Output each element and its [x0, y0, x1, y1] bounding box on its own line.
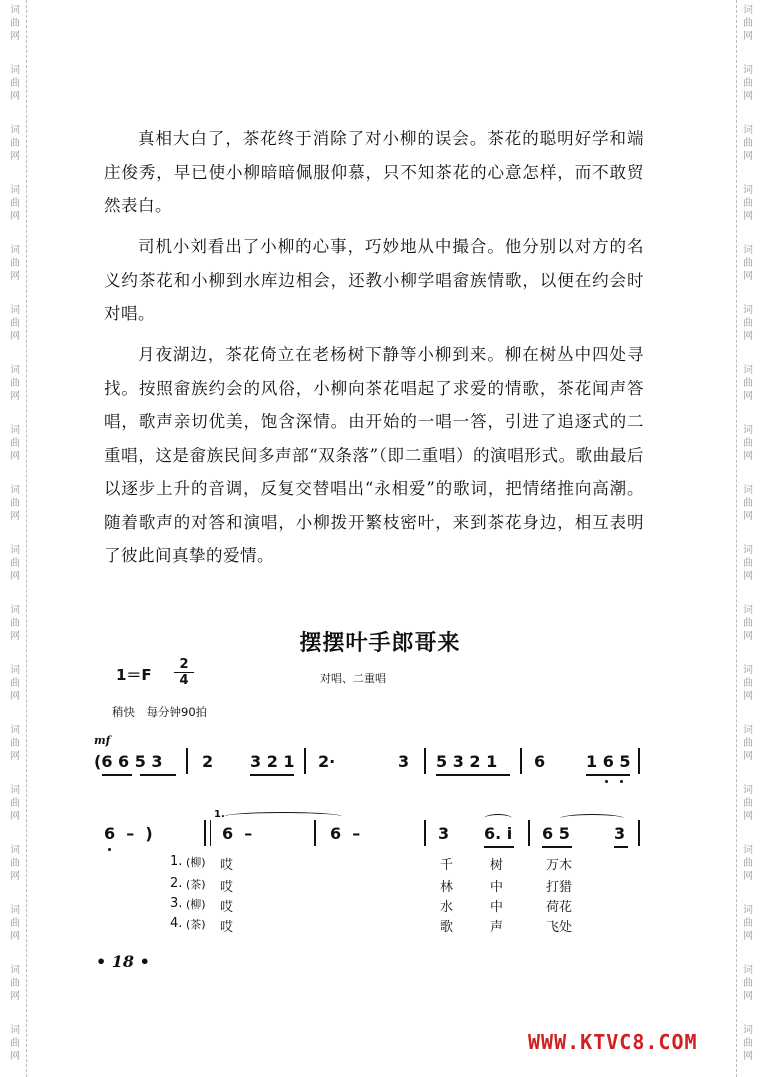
paragraph-3-text: 月夜湖边，茶花倚立在老杨树下静等小柳到来。柳在树丛中四处寻找。按照畲族约会的风俗，小柳向茶花唱起了求爱的情歌，茶花闻声答唱，歌声亲切优美，饱含深情。由开始的一唱一答，引进了追逐式的二重唱，这是畲族民间多声部“双条落”（即二重唱）的演唱形式。歌曲最后以逐步上升的音调，反复交替唱出“永相爱”的歌词，把情绪推向高潮。随着歌声的对答和演唱，小柳拨开繁枝密叶，来到茶花身边，相互表明了彼此间真挚的爱情。	[104, 345, 644, 565]
paragraph-1-text: 真相大白了，茶花终于消除了对小柳的误会。茶花的聪明好学和端庄俊秀，早已使小柳暗暗佩服仰慕，只不知茶花的心意怎样，而不敢贸然表白。	[104, 129, 644, 215]
margin-watermark: 词 曲 网	[10, 545, 20, 582]
margin-watermark: 词 曲 网	[10, 65, 20, 102]
r2-measure-3: 6 –	[330, 824, 361, 843]
r1-measure-3b: 3	[398, 752, 410, 771]
lyric-role: (茶)	[186, 878, 206, 891]
lyric-word: 飞处	[546, 920, 573, 935]
margin-watermark: 词 曲 网	[743, 1025, 753, 1062]
beam-line	[614, 846, 628, 848]
margin-watermark: 词 曲 网	[743, 245, 753, 282]
r1-measure-3a: 2·	[318, 752, 336, 771]
barline	[304, 748, 306, 774]
r1-measure-2b: 3 2 1	[250, 752, 295, 771]
r2-measure-4b: 6. i	[484, 824, 513, 843]
key-signature: 1＝F	[116, 666, 152, 684]
r1-measure-5a: 6	[534, 752, 546, 771]
r2-measure-5a: 6 5	[542, 824, 570, 843]
lyric-word: 打猎	[546, 880, 573, 895]
beam-line	[250, 774, 294, 776]
margin-watermark: 词 曲 网	[743, 425, 753, 462]
margin-watermark: 词 曲 网	[743, 485, 753, 522]
performance-style: 对唱、二重唱	[320, 672, 386, 685]
margin-watermark: 词 曲 网	[743, 965, 753, 1002]
barline	[424, 820, 426, 846]
r2-measure-2: 6 –	[222, 824, 253, 843]
lyric-word: 林	[440, 880, 454, 895]
barline	[186, 748, 188, 774]
dynamic-marking: mf	[94, 734, 111, 747]
margin-watermark: 词 曲 网	[10, 1025, 20, 1062]
margin-watermark: 词 曲 网	[10, 305, 20, 342]
margin-watermark: 词 曲 网	[743, 725, 753, 762]
octave-dot	[620, 780, 623, 783]
margin-watermark: 词 曲 网	[743, 665, 753, 702]
lyric-syllable: 哎	[220, 920, 234, 935]
volta-marker: 1.	[214, 809, 225, 820]
margin-watermark: 词 曲 网	[10, 425, 20, 462]
meter-bottom: 4	[179, 673, 189, 688]
beam-line	[140, 774, 176, 776]
barline	[424, 748, 426, 774]
beam-line	[102, 774, 132, 776]
margin-watermark: 词 曲 网	[10, 665, 20, 702]
lyric-word: 荷花	[546, 900, 573, 915]
margin-watermark: 词 曲 网	[10, 185, 20, 222]
lyric-num: 3.	[170, 896, 183, 911]
lyric-num: 1.	[170, 854, 183, 869]
barline	[520, 748, 522, 774]
lyric-word: 树	[490, 858, 504, 873]
r2-measure-4a: 3	[438, 824, 450, 843]
song-title: 摆摆叶手郎哥来	[299, 631, 461, 656]
tempo-marking: 稍快 每分钟90拍	[112, 705, 208, 719]
barline	[314, 820, 316, 846]
margin-watermark: 词 曲 网	[10, 725, 20, 762]
margin-watermark: 词 曲 网	[743, 605, 753, 642]
margin-watermark: 词 曲 网	[743, 845, 753, 882]
barline	[638, 820, 640, 846]
beam-line	[586, 774, 630, 776]
paragraph-3	[104, 338, 644, 573]
lyric-word: 歌	[440, 920, 454, 935]
r1-measure-2a: 2	[202, 752, 214, 771]
margin-watermark: 词 曲 网	[743, 545, 753, 582]
lyric-word: 中	[490, 900, 504, 915]
paragraph-2	[104, 230, 644, 331]
octave-dot	[108, 848, 111, 851]
lyric-word: 千	[440, 858, 454, 873]
margin-watermark: 词 曲 网	[743, 5, 753, 42]
margin-watermark: 词 曲 网	[10, 785, 20, 822]
page-number: • 18 •	[96, 952, 150, 971]
margin-watermark: 词 曲 网	[743, 125, 753, 162]
r2-measure-1: 6 – )	[104, 824, 153, 843]
margin-watermark: 词 曲 网	[743, 785, 753, 822]
slur	[484, 814, 512, 823]
margin-watermark: 词 曲 网	[10, 245, 20, 282]
margin-watermark: 词 曲 网	[10, 5, 20, 42]
margin-watermark: 词 曲 网	[10, 905, 20, 942]
margin-watermark: 词 曲 网	[743, 65, 753, 102]
r1-measure-4: 5 3 2 1	[436, 752, 498, 771]
lyric-syllable: 哎	[220, 900, 234, 915]
r1-measure-5b: 1 6 5	[586, 752, 631, 771]
lyric-word: 声	[490, 920, 504, 935]
lyric-syllable: 哎	[220, 858, 234, 873]
r1-measure-1: (6 6 5 3	[94, 752, 163, 771]
site-watermark-url: WWW.KTVC8.COM	[528, 1030, 698, 1054]
slur	[560, 814, 624, 823]
margin-watermark: 词 曲 网	[743, 905, 753, 942]
lyric-role: (茶)	[186, 918, 206, 931]
lyric-word: 水	[440, 900, 454, 915]
paragraph-1	[104, 122, 644, 223]
margin-watermark: 词 曲 网	[10, 965, 20, 1002]
barline	[638, 748, 640, 774]
left-margin-watermarks	[4, 0, 27, 1077]
paragraph-2-text: 司机小刘看出了小柳的心事，巧妙地从中撮合。他分别以对方的名义约茶花和小柳到水库边相会，还教小柳学唱畲族情歌，以便在约会时对唱。	[104, 237, 644, 323]
beam-line	[542, 846, 572, 848]
repeat-barline	[210, 820, 211, 846]
tie-slur	[224, 812, 342, 821]
meter-top: 2	[179, 657, 189, 672]
margin-watermark: 词 曲 网	[10, 845, 20, 882]
barline	[528, 820, 530, 846]
lyric-word: 中	[490, 880, 504, 895]
lyric-syllable: 哎	[220, 880, 234, 895]
octave-dot	[605, 780, 608, 783]
margin-watermark: 词 曲 网	[10, 365, 20, 402]
right-margin-watermarks	[736, 0, 759, 1077]
margin-watermark: 词 曲 网	[10, 605, 20, 642]
margin-watermark: 词 曲 网	[10, 125, 20, 162]
lyric-role: (柳)	[186, 856, 206, 869]
r2-measure-5b: 3	[614, 824, 626, 843]
margin-watermark: 词 曲 网	[743, 365, 753, 402]
lyric-num: 4.	[170, 916, 183, 931]
lyric-role: (柳)	[186, 898, 206, 911]
barline	[204, 820, 206, 846]
time-signature	[174, 658, 194, 687]
margin-watermark: 词 曲 网	[10, 485, 20, 522]
margin-watermark: 词 曲 网	[743, 305, 753, 342]
beam-line	[484, 846, 514, 848]
lyric-word: 万木	[546, 858, 573, 873]
beam-line	[436, 774, 510, 776]
lyric-num: 2.	[170, 876, 183, 891]
margin-watermark: 词 曲 网	[743, 185, 753, 222]
